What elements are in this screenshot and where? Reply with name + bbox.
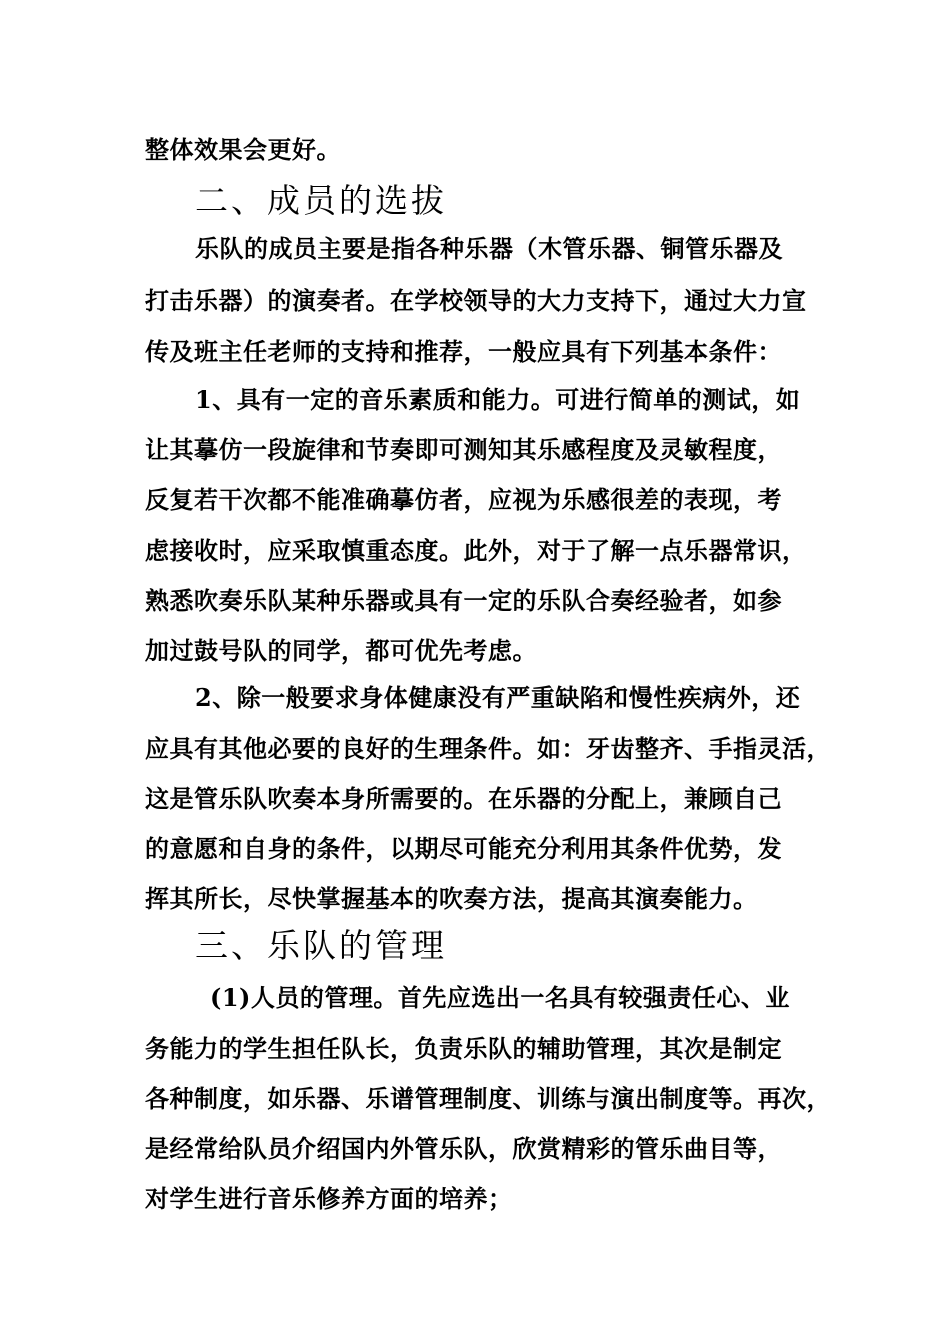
paragraph-line: 熟悉吹奏乐队某种乐器或具有一定的乐队合奏经验者，如参 (145, 586, 782, 615)
section-heading-selection: 二、成员的选拔 (195, 181, 447, 220)
paragraph-line: 反复若干次都不能准确摹仿者，应视为乐感很差的表现，考 (145, 485, 782, 514)
paragraph-line: 传及班主任老师的支持和推荐，一般应具有下列基本条件： (145, 337, 782, 366)
intro-text-line: 整体效果会更好。 (145, 135, 341, 164)
paragraph-line: 是经常给队员介绍国内外管乐队，欣赏精彩的管乐曲目等， (145, 1134, 782, 1163)
paragraph-line: 虑接收时，应采取慎重态度。此外，对于了解一点乐器常识， (145, 536, 807, 565)
paragraph-line: 乐队的成员主要是指各种乐器（木管乐器、铜管乐器及 (195, 234, 783, 263)
paragraph-line: 加过鼓号队的同学，都可优先考虑。 (145, 636, 537, 665)
paragraph-line: 务能力的学生担任队长，负责乐队的辅助管理，其次是制定 (145, 1034, 782, 1063)
paragraph-line: 让其摹仿一段旋律和节奏即可测知其乐感程度及灵敏程度， (145, 435, 782, 464)
paragraph-line: (1)人员的管理。首先应选出一名具有较强责任心、业 (210, 983, 790, 1012)
paragraph-line: 应具有其他必要的良好的生理条件。如：牙齿整齐、手指灵活， (145, 734, 831, 763)
paragraph-line: 对学生进行音乐修养方面的培养； (145, 1184, 513, 1213)
paragraph-line: 1、具有一定的音乐素质和能力。可进行简单的测试，如 (195, 385, 801, 414)
section-heading-management: 三、乐队的管理 (195, 926, 447, 965)
paragraph-line: 这是管乐队吹奏本身所需要的。在乐器的分配上，兼顾自己 (145, 784, 782, 813)
paragraph-line: 的意愿和自身的条件，以期尽可能充分利用其条件优势，发 (145, 834, 782, 863)
paragraph-line: 挥其所长，尽快掌握基本的吹奏方法，提高其演奏能力。 (145, 884, 758, 913)
paragraph-line: 各种制度，如乐器、乐谱管理制度、训练与演出制度等。再次， (145, 1084, 831, 1113)
paragraph-line: 打击乐器）的演奏者。在学校领导的大力支持下，通过大力宣 (145, 286, 807, 315)
paragraph-line: 2、除一般要求身体健康没有严重缺陷和慢性疾病外，还 (195, 683, 801, 712)
